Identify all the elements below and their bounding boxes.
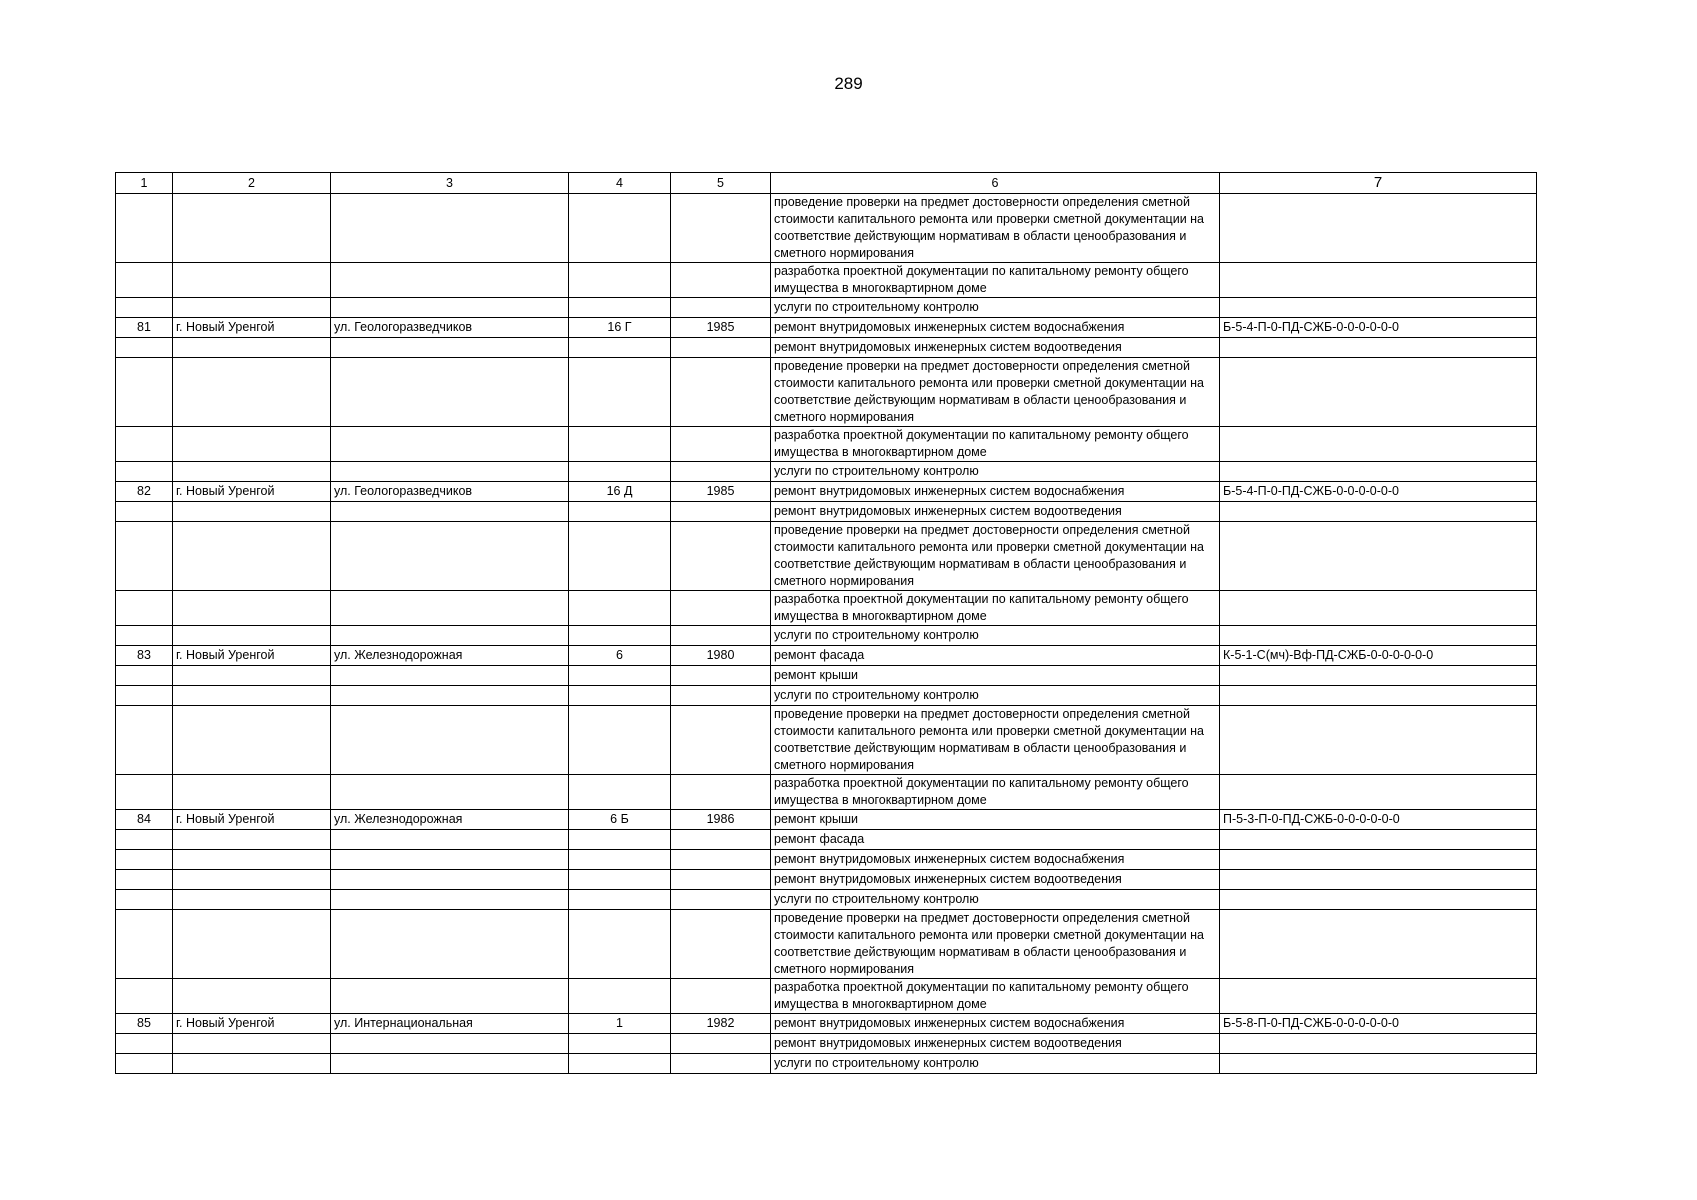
work-type-cell: проведение проверки на предмет достоверности определения сметной стоимости капитального ремонта или проверки сметной документации на соответствие действующим нормативам в области ценообразования и сметного нормирования <box>771 194 1220 263</box>
code-cell <box>1220 522 1537 591</box>
code-cell <box>1220 850 1537 870</box>
row-number-cell <box>116 522 173 591</box>
row-number-cell <box>116 427 173 462</box>
row-number-cell: 83 <box>116 646 173 666</box>
street-cell <box>331 686 569 706</box>
table-row <box>116 830 1537 850</box>
table-row <box>116 870 1537 890</box>
street-cell <box>331 194 569 263</box>
house-number-cell <box>569 686 671 706</box>
table-row <box>116 358 1537 427</box>
code-cell <box>1220 626 1537 646</box>
city-cell: г. Новый Уренгой <box>173 1014 331 1034</box>
row-number-cell <box>116 338 173 358</box>
city-cell <box>173 1034 331 1054</box>
year-cell <box>671 870 771 890</box>
street-cell <box>331 427 569 462</box>
work-type-cell: проведение проверки на предмет достоверности определения сметной стоимости капитального ремонта или проверки сметной документации на соответствие действующим нормативам в области ценообразования и сметного нормирования <box>771 706 1220 775</box>
house-number-cell <box>569 890 671 910</box>
house-number-cell <box>569 1034 671 1054</box>
table-row <box>116 522 1537 591</box>
table-row <box>116 462 1537 482</box>
table-row <box>116 1014 1537 1034</box>
house-number-cell <box>569 263 671 298</box>
work-type-cell: ремонт внутридомовых инженерных систем водоснабжения <box>771 318 1220 338</box>
code-cell <box>1220 890 1537 910</box>
house-number-cell <box>569 626 671 646</box>
street-cell: ул. Интернациональная <box>331 1014 569 1034</box>
city-cell <box>173 298 331 318</box>
work-type-cell: разработка проектной документации по капитальному ремонту общего имущества в многоквартирном доме <box>771 591 1220 626</box>
city-cell <box>173 870 331 890</box>
work-type-cell: ремонт внутридомовых инженерных систем водоснабжения <box>771 850 1220 870</box>
code-cell <box>1220 910 1537 979</box>
header-cell-4: 4 <box>569 173 671 194</box>
street-cell: ул. Железнодорожная <box>331 646 569 666</box>
street-cell <box>331 910 569 979</box>
table-body <box>116 173 1537 1074</box>
row-number-cell <box>116 591 173 626</box>
code-cell <box>1220 194 1537 263</box>
code-cell: Б-5-4-П-0-ПД-СЖБ-0-0-0-0-0-0 <box>1220 318 1537 338</box>
code-cell <box>1220 870 1537 890</box>
row-number-cell <box>116 626 173 646</box>
year-cell <box>671 502 771 522</box>
street-cell <box>331 522 569 591</box>
table-row <box>116 591 1537 626</box>
year-cell: 1982 <box>671 1014 771 1034</box>
city-cell <box>173 910 331 979</box>
table-row <box>116 263 1537 298</box>
year-cell <box>671 358 771 427</box>
code-cell <box>1220 830 1537 850</box>
code-cell <box>1220 706 1537 775</box>
work-type-cell: проведение проверки на предмет достоверности определения сметной стоимости капитального ремонта или проверки сметной документации на соответствие действующим нормативам в области ценообразования и сметного нормирования <box>771 522 1220 591</box>
work-type-cell: разработка проектной документации по капитальному ремонту общего имущества в многоквартирном доме <box>771 775 1220 810</box>
house-number-cell <box>569 910 671 979</box>
street-cell <box>331 979 569 1014</box>
table-row <box>116 686 1537 706</box>
city-cell: г. Новый Уренгой <box>173 810 331 830</box>
code-cell <box>1220 263 1537 298</box>
year-cell <box>671 1054 771 1074</box>
city-cell <box>173 194 331 263</box>
street-cell <box>331 298 569 318</box>
year-cell: 1985 <box>671 318 771 338</box>
work-type-cell: ремонт внутридомовых инженерных систем водоотведения <box>771 1034 1220 1054</box>
house-number-cell <box>569 850 671 870</box>
table-row <box>116 666 1537 686</box>
code-cell <box>1220 358 1537 427</box>
work-type-cell: ремонт внутридомовых инженерных систем водоснабжения <box>771 482 1220 502</box>
row-number-cell: 81 <box>116 318 173 338</box>
house-number-cell <box>569 194 671 263</box>
city-cell <box>173 427 331 462</box>
city-cell <box>173 626 331 646</box>
street-cell <box>331 1054 569 1074</box>
year-cell <box>671 427 771 462</box>
table-row <box>116 194 1537 263</box>
table-row <box>116 775 1537 810</box>
table-row <box>116 1054 1537 1074</box>
table-row <box>116 810 1537 830</box>
house-number-cell <box>569 706 671 775</box>
code-cell: Б-5-8-П-0-ПД-СЖБ-0-0-0-0-0-0 <box>1220 1014 1537 1034</box>
code-cell <box>1220 686 1537 706</box>
row-number-cell <box>116 298 173 318</box>
street-cell <box>331 870 569 890</box>
house-number-cell <box>569 591 671 626</box>
row-number-cell <box>116 666 173 686</box>
row-number-cell <box>116 910 173 979</box>
house-number-cell <box>569 1054 671 1074</box>
code-cell <box>1220 591 1537 626</box>
year-cell <box>671 591 771 626</box>
work-type-cell: ремонт крыши <box>771 666 1220 686</box>
house-number-cell <box>569 338 671 358</box>
house-number-cell: 6 <box>569 646 671 666</box>
work-type-cell: услуги по строительному контролю <box>771 298 1220 318</box>
city-cell <box>173 1054 331 1074</box>
street-cell: ул. Геологоразведчиков <box>331 318 569 338</box>
house-number-cell <box>569 522 671 591</box>
street-cell <box>331 591 569 626</box>
code-cell: К-5-1-С(мч)-Вф-ПД-СЖБ-0-0-0-0-0-0 <box>1220 646 1537 666</box>
table-row <box>116 850 1537 870</box>
city-cell <box>173 706 331 775</box>
work-type-cell: ремонт внутридомовых инженерных систем водоотведения <box>771 870 1220 890</box>
row-number-cell <box>116 706 173 775</box>
year-cell <box>671 830 771 850</box>
row-number-cell <box>116 850 173 870</box>
work-type-cell: услуги по строительному контролю <box>771 462 1220 482</box>
city-cell <box>173 338 331 358</box>
house-number-cell: 16 Г <box>569 318 671 338</box>
code-cell <box>1220 979 1537 1014</box>
year-cell <box>671 686 771 706</box>
year-cell: 1980 <box>671 646 771 666</box>
city-cell <box>173 830 331 850</box>
year-cell <box>671 462 771 482</box>
street-cell <box>331 666 569 686</box>
city-cell <box>173 890 331 910</box>
city-cell: г. Новый Уренгой <box>173 646 331 666</box>
table-row <box>116 298 1537 318</box>
table-header-row <box>116 173 1537 194</box>
table-row <box>116 910 1537 979</box>
year-cell: 1986 <box>671 810 771 830</box>
city-cell <box>173 522 331 591</box>
table-row <box>116 318 1537 338</box>
code-cell: П-5-3-П-0-ПД-СЖБ-0-0-0-0-0-0 <box>1220 810 1537 830</box>
city-cell <box>173 775 331 810</box>
year-cell <box>671 910 771 979</box>
year-cell <box>671 338 771 358</box>
city-cell <box>173 263 331 298</box>
street-cell <box>331 775 569 810</box>
table-row <box>116 890 1537 910</box>
city-cell <box>173 666 331 686</box>
street-cell: ул. Железнодорожная <box>331 810 569 830</box>
code-cell <box>1220 666 1537 686</box>
header-cell-1: 1 <box>116 173 173 194</box>
street-cell: ул. Геологоразведчиков <box>331 482 569 502</box>
work-type-cell: ремонт внутридомовых инженерных систем водоснабжения <box>771 1014 1220 1034</box>
city-cell <box>173 979 331 1014</box>
table-row <box>116 646 1537 666</box>
header-cell-7: 7 <box>1220 173 1537 194</box>
code-cell: Б-5-4-П-0-ПД-СЖБ-0-0-0-0-0-0 <box>1220 482 1537 502</box>
year-cell <box>671 706 771 775</box>
code-cell <box>1220 775 1537 810</box>
street-cell <box>331 358 569 427</box>
row-number-cell: 85 <box>116 1014 173 1034</box>
code-cell <box>1220 1034 1537 1054</box>
header-cell-6: 6 <box>771 173 1220 194</box>
year-cell <box>671 979 771 1014</box>
header-cell-5: 5 <box>671 173 771 194</box>
work-type-cell: услуги по строительному контролю <box>771 626 1220 646</box>
table-row <box>116 482 1537 502</box>
table-row <box>116 502 1537 522</box>
year-cell <box>671 194 771 263</box>
year-cell <box>671 263 771 298</box>
code-cell <box>1220 1054 1537 1074</box>
house-number-cell: 6 Б <box>569 810 671 830</box>
city-cell <box>173 358 331 427</box>
street-cell <box>331 338 569 358</box>
row-number-cell <box>116 979 173 1014</box>
table-row <box>116 979 1537 1014</box>
street-cell <box>331 850 569 870</box>
page-number: 289 <box>834 74 863 93</box>
table-row <box>116 427 1537 462</box>
year-cell <box>671 522 771 591</box>
row-number-cell <box>116 263 173 298</box>
year-cell <box>671 1034 771 1054</box>
work-type-cell: проведение проверки на предмет достоверности определения сметной стоимости капитального ремонта или проверки сметной документации на соответствие действующим нормативам в области ценообразования и сметного нормирования <box>771 358 1220 427</box>
street-cell <box>331 706 569 775</box>
code-cell <box>1220 502 1537 522</box>
row-number-cell <box>116 358 173 427</box>
city-cell <box>173 686 331 706</box>
code-cell <box>1220 427 1537 462</box>
row-number-cell <box>116 194 173 263</box>
work-type-cell: услуги по строительному контролю <box>771 890 1220 910</box>
header-cell-3: 3 <box>331 173 569 194</box>
table-row <box>116 706 1537 775</box>
work-type-cell: ремонт внутридомовых инженерных систем водоотведения <box>771 338 1220 358</box>
street-cell <box>331 1034 569 1054</box>
house-number-cell: 16 Д <box>569 482 671 502</box>
house-number-cell <box>569 462 671 482</box>
work-type-cell: ремонт фасада <box>771 830 1220 850</box>
house-number-cell <box>569 830 671 850</box>
house-number-cell <box>569 358 671 427</box>
table-row <box>116 1034 1537 1054</box>
row-number-cell <box>116 1034 173 1054</box>
house-number-cell <box>569 979 671 1014</box>
row-number-cell <box>116 462 173 482</box>
row-number-cell <box>116 502 173 522</box>
year-cell <box>671 775 771 810</box>
table-row <box>116 626 1537 646</box>
work-type-cell: услуги по строительному контролю <box>771 1054 1220 1074</box>
row-number-cell <box>116 830 173 850</box>
year-cell: 1985 <box>671 482 771 502</box>
code-cell <box>1220 462 1537 482</box>
house-number-cell <box>569 298 671 318</box>
street-cell <box>331 263 569 298</box>
row-number-cell <box>116 1054 173 1074</box>
street-cell <box>331 890 569 910</box>
street-cell <box>331 502 569 522</box>
code-cell <box>1220 298 1537 318</box>
street-cell <box>331 462 569 482</box>
row-number-cell <box>116 686 173 706</box>
house-number-cell <box>569 775 671 810</box>
work-type-cell: ремонт внутридомовых инженерных систем водоотведения <box>771 502 1220 522</box>
work-type-cell: ремонт крыши <box>771 810 1220 830</box>
work-type-cell: ремонт фасада <box>771 646 1220 666</box>
year-cell <box>671 890 771 910</box>
street-cell <box>331 830 569 850</box>
city-cell: г. Новый Уренгой <box>173 318 331 338</box>
row-number-cell: 84 <box>116 810 173 830</box>
city-cell <box>173 850 331 870</box>
city-cell <box>173 462 331 482</box>
work-type-cell: услуги по строительному контролю <box>771 686 1220 706</box>
work-type-cell: разработка проектной документации по капитальному ремонту общего имущества в многоквартирном доме <box>771 979 1220 1014</box>
house-number-cell: 1 <box>569 1014 671 1034</box>
city-cell <box>173 591 331 626</box>
house-number-cell <box>569 502 671 522</box>
work-type-cell: проведение проверки на предмет достоверности определения сметной стоимости капитального ремонта или проверки сметной документации на соответствие действующим нормативам в области ценообразования и сметного нормирования <box>771 910 1220 979</box>
year-cell <box>671 850 771 870</box>
row-number-cell <box>116 870 173 890</box>
row-number-cell <box>116 890 173 910</box>
house-number-cell <box>569 666 671 686</box>
table-row <box>116 338 1537 358</box>
row-number-cell: 82 <box>116 482 173 502</box>
header-cell-2: 2 <box>173 173 331 194</box>
street-cell <box>331 626 569 646</box>
house-number-cell <box>569 427 671 462</box>
year-cell <box>671 666 771 686</box>
city-cell: г. Новый Уренгой <box>173 482 331 502</box>
city-cell <box>173 502 331 522</box>
house-number-cell <box>569 870 671 890</box>
year-cell <box>671 298 771 318</box>
repair-program-table <box>115 172 1537 1074</box>
work-type-cell: разработка проектной документации по капитальному ремонту общего имущества в многоквартирном доме <box>771 427 1220 462</box>
code-cell <box>1220 338 1537 358</box>
year-cell <box>671 626 771 646</box>
row-number-cell <box>116 775 173 810</box>
work-type-cell: разработка проектной документации по капитальному ремонту общего имущества в многоквартирном доме <box>771 263 1220 298</box>
